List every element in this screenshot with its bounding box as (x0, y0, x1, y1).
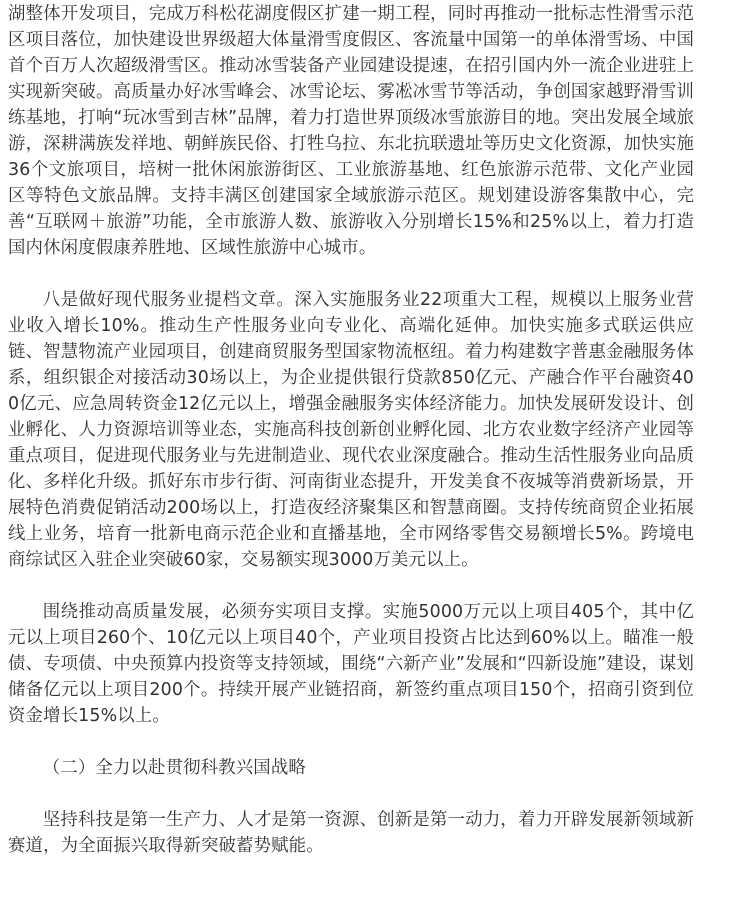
paragraph-science-education: 坚持科技是第一生产力、人才是第一资源、创新是第一动力，着力开辟发展新领域新赛道，为全面振兴取得新突破蓄势赋能。 (8, 810, 694, 856)
section-heading: （二）全力以赴贯彻科教兴国战略 (42, 758, 306, 778)
paragraph-modern-services: 八是做好现代服务业提档文章。深入实施服务业22项重大工程，规模以上服务业营业收入增长10%。推动生产性服务业向专业化、高端化延伸。加快实施多式联运供应链、智慧物流产业园项目，创建商贸服务型国家物流枢纽。着力构建数字普惠金融服务体系，组织银企对接活动30场以上，为企业提供银行贷款850亿元、产融合作平台融资400亿元、应急周转资金12亿元以上，增强金融服务实体经济能力。加快发展研发设计、创业孵化、人力资源培训等业态，实施高科技创新创业孵化园、北方农业数字经济产业园等重点项目，促进现代服务业与先进制造业、现代农业深度融合。推动生活性服务业向品质化、多样化升级。抓好东市步行街、河南街业态提升，开发美食不夜城等消费新场景，开展特色消费促销活动200场以上，打造夜经济聚集区和智慧商圈。支持传统商贸企业拓展线上业务，培育一批新电商示范企业和直播基地，全市网络零售交易额增长5%。跨境电商综试区入驻企业突破60家，交易额实现3000万美元以上。 (8, 290, 694, 570)
paragraph-project-support: 围绕推动高质量发展，必须夯实项目支撑。实施5000万元以上项目405个，其中亿元以上项目260个、10亿元以上项目40个，产业项目投资占比达到60%以上。瞄准一般债、专项债、中央预算内投资等支持领域，围绕“六新产业”发展和“四新设施”建设，谋划储备亿元以上项目200个。持续开展产业链招商，新签约重点项目150个，招商引资到位资金增长15%以上。 (8, 602, 694, 726)
paragraph-tourism: 湖整体开发项目，完成万科松花湖度假区扩建一期工程，同时再推动一批标志性滑雪示范区项目落位，加快建设世界级超大体量滑雪度假区、客流量中国第一的单体滑雪场、中国首个百万人次超级滑雪区。推动冰雪装备产业园建设提速，在招引国内外一流企业进驻上实现新突破。高质量办好冰雪峰会、冰雪论坛、雾凇冰雪节等活动，争创国家越野滑雪训练基地，打响“玩冰雪到吉林”品牌，着力打造世界顶级冰雪旅游目的地。突出发展全域旅游，深耕满族发祥地、朝鲜族民俗、打牲乌拉、东北抗联遗址等历史文化资源，加快实施36个文旅项目，培树一批休闲旅游街区、工业旅游基地、红色旅游示范带、文化产业园区等特色文旅品牌。支持丰满区创建国家全域旅游示范区。规划建设游客集散中心，完善“互联网＋旅游”功能，全市旅游人数、旅游收入分别增长15%和25%以上，着力打造国内休闲度假康养胜地、区域性旅游中心城市。 (8, 4, 694, 258)
article-body (8, 1, 694, 859)
